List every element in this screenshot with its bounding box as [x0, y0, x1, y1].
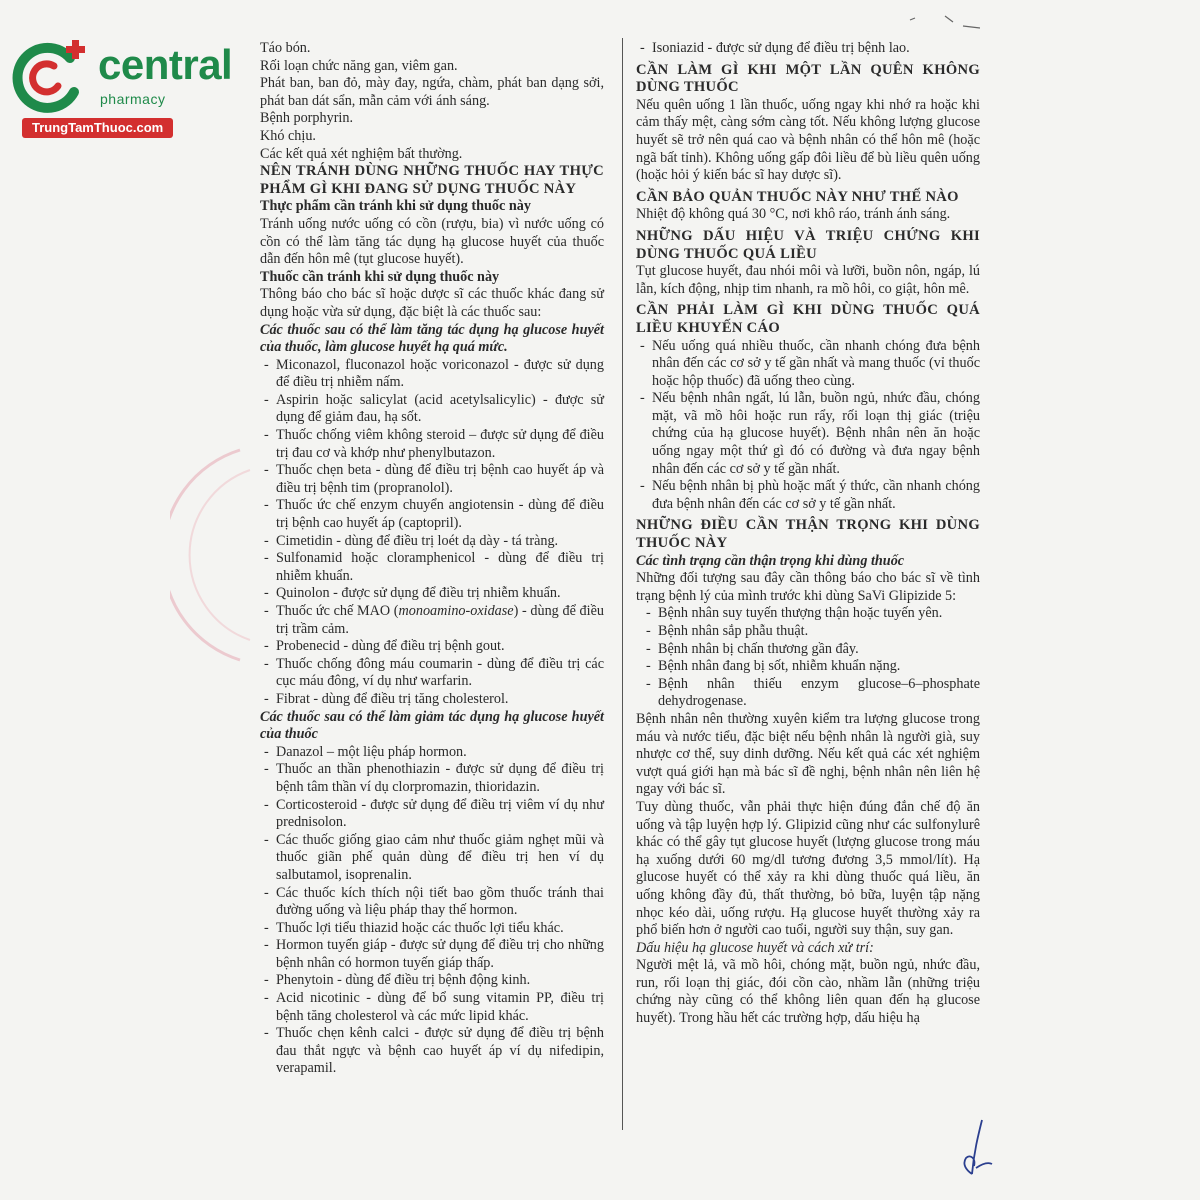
list-item: - Thuốc chẹn beta - dùng để điều trị bệnh cao huyết áp và điều trị bệnh tim (propranolol).: [260, 462, 604, 497]
list-item: - Quinolon - được sử dụng để điều trị nhiễm khuẩn.: [260, 585, 604, 603]
list-item: - Fibrat - dùng để điều trị tăng cholesterol.: [260, 691, 604, 709]
forget-heading: CẦN LÀM GÌ KHI MỘT LẦN QUÊN KHÔNG DÙNG THUỐC: [636, 61, 980, 96]
list-item: - Thuốc chẹn kênh calci - được sử dụng để điều trị bệnh đau thắt ngực và bệnh cao huyết áp ví dụ nifedipin, verapamil.: [260, 1025, 604, 1078]
storage-heading: CẦN BẢO QUẢN THUỐC NÀY NHƯ THẾ NÀO: [636, 188, 959, 205]
central-pharmacy-logo-icon: [10, 36, 90, 116]
paragraph-monitoring: Bệnh nhân nên thường xuyên kiểm tra lượng glucose trong máu và nước tiểu, đặc biệt nếu bệnh nhân là người già, suy nhược cơ thể, suy dinh dưỡng. Nếu kết quả các xét nghiệm vượt quá giới hạn mà bác sĩ đề nghị, bệnh nhân nên liên hệ ngay với bác sĩ.: [636, 710, 980, 798]
food-text: Tránh uống nước uống có cồn (rượu, bia) vì nước uống có cồn có thể làm tăng tác dụng hạ glucose huyết của thuốc dẫn đến hôn mê (tụt glucose huyết).: [260, 215, 604, 268]
drug-heading: Thuốc cần tránh khi sử dụng thuốc này: [260, 268, 500, 285]
intro-line: Khó chịu.: [260, 127, 316, 144]
list-item: - Bệnh nhân đang bị sốt, nhiễm khuẩn nặng.: [636, 658, 980, 676]
intro-line: Phát ban, ban đỏ, mày đay, ngứa, chàm, phát ban dạng sởi, phát ban dát sẩn, mẫn cảm với ánh sáng.: [260, 75, 604, 109]
list-item: - Thuốc chống đông máu coumarin - dùng để điều trị các cục máu đông, ví dụ như warfarin.: [260, 656, 604, 691]
list-item: - Bệnh nhân suy tuyến thượng thận hoặc tuyến yên.: [636, 605, 980, 623]
list-item: - Bệnh nhân bị chấn thương gần đây.: [636, 641, 980, 659]
section-heading-avoid: NÊN TRÁNH DÙNG NHỮNG THUỐC HAY THỰC PHẨM GÌ KHI ĐANG SỬ DỤNG THUỐC NÀY: [260, 163, 604, 197]
storage-text: Nhiệt độ không quá 30 °C, nơi khô ráo, tránh ánh sáng.: [636, 206, 951, 223]
list-item: - Hormon tuyến giáp - được sử dụng để điều trị cho những bệnh nhân có hormon tuyến giáp thấp.: [260, 937, 604, 972]
list-item: - Bệnh nhân thiếu enzym glucose–6–phosphate dehydrogenase.: [636, 676, 980, 711]
stamp-mark: [170, 440, 260, 670]
intro-line: Táo bón.: [260, 40, 311, 56]
mao-suffix: ) - dùng để điều trị trầm cảm.: [276, 603, 604, 637]
list-item: - Thuốc an thần phenothiazin - được sử dụng để điều trị bệnh tâm thần ví dụ clorpromazin, thioridazin.: [260, 761, 604, 796]
caution-list: [636, 605, 980, 711]
list-item: - Thuốc lợi tiểu thiazid hoặc các thuốc lợi tiểu khác.: [260, 920, 604, 938]
brand-logo[interactable]: [10, 36, 240, 136]
drug-text: Thông báo cho bác sĩ hoặc dược sĩ các thuốc khác đang sử dụng hoặc vừa sử dụng, đặc biệt là các thuốc sau:: [260, 286, 604, 320]
list-item: - Aspirin hoặc salicylat (acid acetylsalicylic) - được sử dụng để giảm đau, hạ sốt.: [260, 392, 604, 427]
paragraph-diet: Tuy dùng thuốc, vẫn phải thực hiện đúng đắn chế độ ăn uống và tập luyện hợp lý. Glipizid cũng như các sulfonylurê khác có thể gây tụt glucose huyết (lượng glucose trong máu hạ xuống dưới 60 mg/dl tương đương 3,5 mmol/lít). Hạ glucose huyết có thể xảy ra khi dùng thuốc quá liều, ăn uống không đầy đủ, thất thường, bỏ bữa, luyện tập nặng nhọc kéo dài, uống rượu. Hạ glucose huyết thường xảy ra phổ biến hơn ở người cao tuổi, người suy thận, suy gan.: [636, 798, 980, 939]
overdose-text: Tụt glucose huyết, đau nhói môi và lưỡi, buồn nôn, ngáp, lú lẫn, kích động, nhịp tim nhanh, ra mồ hôi, co giật, hôn mê.: [636, 263, 980, 297]
right-column: [636, 40, 980, 1028]
decrease-heading: Các thuốc sau có thể làm giảm tác dụng hạ glucose huyết của thuốc: [260, 708, 604, 743]
list-item: - Probenecid - dùng để điều trị bệnh gout.: [260, 638, 604, 656]
list-item: - Acid nicotinic - dùng để bổ sung vitamin PP, điều trị bệnh tăng cholesterol và các mức lipid khác.: [260, 990, 604, 1025]
intro-line: Rối loạn chức năng gan, viêm gan.: [260, 57, 458, 74]
mao-italic: monoamino-oxidase: [398, 603, 514, 619]
list-item: - Bệnh nhân sắp phẫu thuật.: [636, 623, 980, 641]
signature-mark: [952, 1118, 996, 1178]
pen-mark: [905, 8, 985, 38]
decrease-list: [260, 744, 604, 1078]
food-heading: Thực phẩm cần tránh khi sử dụng thuốc này: [260, 198, 531, 215]
list-item: - Phenytoin - dùng để điều trị bệnh động kinh.: [260, 972, 604, 990]
list-item: - Nếu bệnh nhân bị phù hoặc mất ý thức, cần nhanh chóng đưa bệnh nhân đến các cơ sở y tế gần nhất.: [636, 478, 980, 513]
brand-name: central: [98, 41, 233, 88]
forget-text: Nếu quên uống 1 lần thuốc, uống ngay khi nhớ ra hoặc khi cảm thấy mệt, càng sớm càng tốt. Nếu không lượng glucose huyết sẽ trở nên quá cao và bệnh nhân có thể hôn mê (hoặc ngã bất tỉnh). Không uống gấp đôi liều để bù liều quên uống (hoặc hỏi ý kiến bác sĩ hay dược sĩ).: [636, 96, 980, 184]
action-list: [636, 338, 980, 514]
list-item: - Sulfonamid hoặc cloramphenicol - dùng để điều trị nhiễm khuẩn.: [260, 550, 604, 585]
isoniazid-list: [636, 40, 980, 58]
action-heading: CẦN PHẢI LÀM GÌ KHI DÙNG THUỐC QUÁ LIỀU KHUYẾN CÁO: [636, 302, 980, 336]
brand-url-link[interactable]: TrungTamThuoc.com: [22, 118, 173, 138]
column-divider: [622, 38, 623, 1130]
left-column: [260, 40, 604, 1078]
increase-heading: Các thuốc sau có thể làm tăng tác dụng hạ glucose huyết của thuốc, làm glucose huyết hạ quá mức.: [260, 321, 604, 356]
list-item: - Corticosteroid - được sử dụng để điều trị viêm ví dụ như prednisolon.: [260, 797, 604, 832]
list-item: - Cimetidin - dùng để điều trị loét dạ dày - tá tràng.: [260, 533, 604, 551]
brand-subtitle: pharmacy: [100, 91, 166, 107]
list-item: - Nếu bệnh nhân ngất, lú lẫn, buồn ngủ, nhức đầu, chóng mặt, vã mồ hôi hoặc run rẩy, rối loạn thị giác (triệu chứng của hạ glucose huyết). Bệnh nhân nên ăn hoặc uống ngay một thứ gì đó có đường và đưa ngay bệnh nhân đến các cơ sở y tế gần nhất.: [636, 390, 980, 478]
list-item-mao: [260, 603, 604, 638]
list-item: - Các thuốc giống giao cảm như thuốc giảm nghẹt mũi và thuốc giãn phế quản dùng để điều trị hen ví dụ salbutamol, isoprenalin.: [260, 832, 604, 885]
caution-subheading: Các tình trạng cần thận trọng khi dùng thuốc: [636, 552, 905, 569]
signs-heading: Dấu hiệu hạ glucose huyết và cách xử trí:: [636, 939, 874, 956]
list-item: - Danazol – một liệu pháp hormon.: [260, 744, 604, 762]
list-item: - Isoniazid - được sử dụng để điều trị bệnh lao.: [636, 40, 980, 58]
intro-line: Các kết quả xét nghiệm bất thường.: [260, 145, 463, 162]
caution-heading: NHỮNG ĐIỀU CẦN THẬN TRỌNG KHI DÙNG THUỐC NÀY: [636, 517, 980, 552]
list-item: - Nếu uống quá nhiều thuốc, cần nhanh chóng đưa bệnh nhân đến các cơ sở y tế gần nhất và mang thuốc (vỉ thuốc hoặc hộp thuốc) đã uống theo cùng.: [636, 338, 980, 391]
intro-line: Bệnh porphyrin.: [260, 110, 353, 127]
list-item: - Thuốc chống viêm không steroid – được sử dụng để điều trị đau cơ và khớp như phenylbutazon.: [260, 427, 604, 462]
mao-prefix: Thuốc ức chế MAO (: [276, 603, 399, 619]
caution-intro: Những đối tượng sau đây cần thông báo cho bác sĩ về tình trạng bệnh lý của mình trước khi dùng SaVi Glipizide 5:: [636, 570, 980, 604]
list-item: - Các thuốc kích thích nội tiết bao gồm thuốc tránh thai đường uống và liệu pháp thay thế hormon.: [260, 885, 604, 920]
list-item: - Thuốc ức chế enzym chuyển angiotensin - dùng để điều trị bệnh cao huyết áp (captopril).: [260, 497, 604, 532]
overdose-heading: NHỮNG DẤU HIỆU VÀ TRIỆU CHỨNG KHI DÙNG THUỐC QUÁ LIỀU: [636, 227, 980, 262]
list-item: - Miconazol, fluconazol hoặc voriconazol - được sử dụng để điều trị nhiễm nấm.: [260, 357, 604, 392]
increase-list: [260, 357, 604, 709]
signs-text: Người mệt lả, vã mồ hôi, chóng mặt, buồn ngủ, nhức đầu, run, rối loạn thị giác, đói cồn cào, nhầm lẫn (những triệu chứng này cũng có thể không liên quan đến hạ glucose huyết). Trong hầu hết các trường hợp, dấu hiệu hạ: [636, 957, 980, 1027]
